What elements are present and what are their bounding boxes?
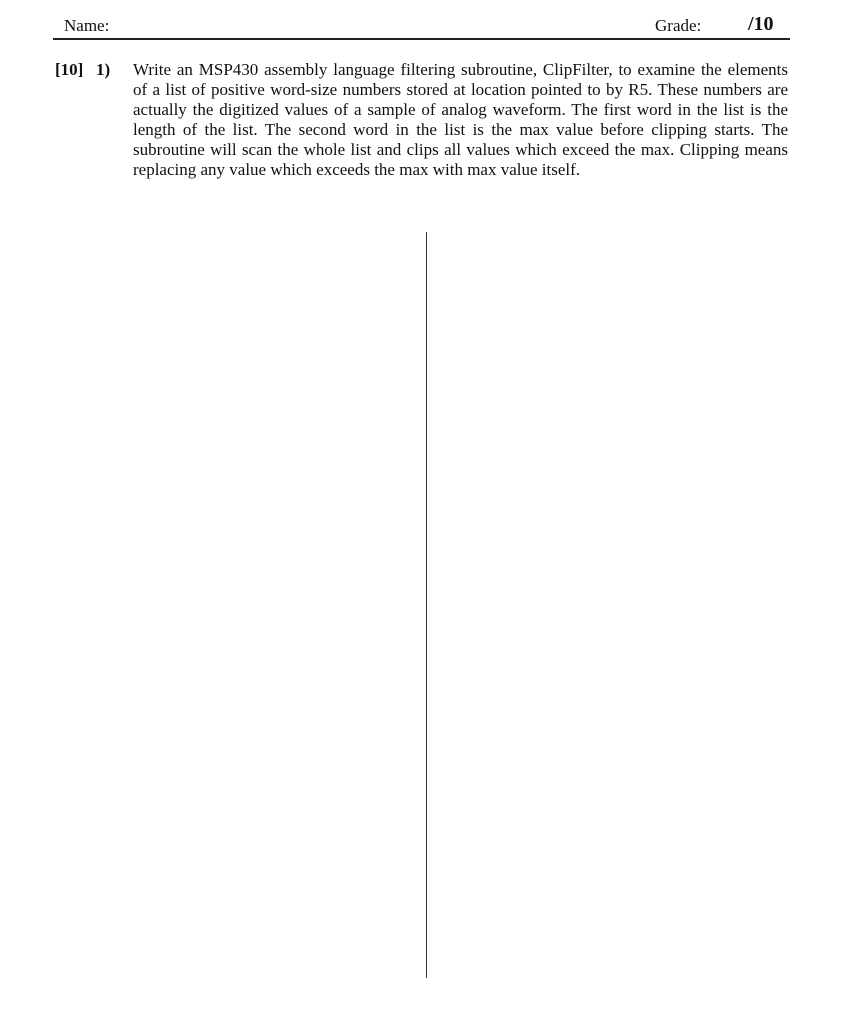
question-text: Write an MSP430 assembly language filtering subroutine, ClipFilter, to examine the elements of a list of positive word-size numbers stored at location pointed to by R5. These numbers are actually the digitized values of a sample of analog waveform. The first word in the list is the length of the list. The second word in the list is the max value before clipping starts. The subroutine will scan the whole list and clips all values which exceed the max. Clipping means replacing any value which exceeds the max with max value itself. — [133, 60, 788, 179]
grade-label: Grade: — [655, 16, 702, 35]
grade-total: /10 — [748, 13, 774, 35]
answer-area-divider — [426, 232, 427, 978]
name-label: Name: — [64, 16, 110, 35]
question-number: 1) — [96, 60, 111, 79]
page-header — [53, 10, 790, 40]
question-points: [10] — [55, 60, 84, 79]
